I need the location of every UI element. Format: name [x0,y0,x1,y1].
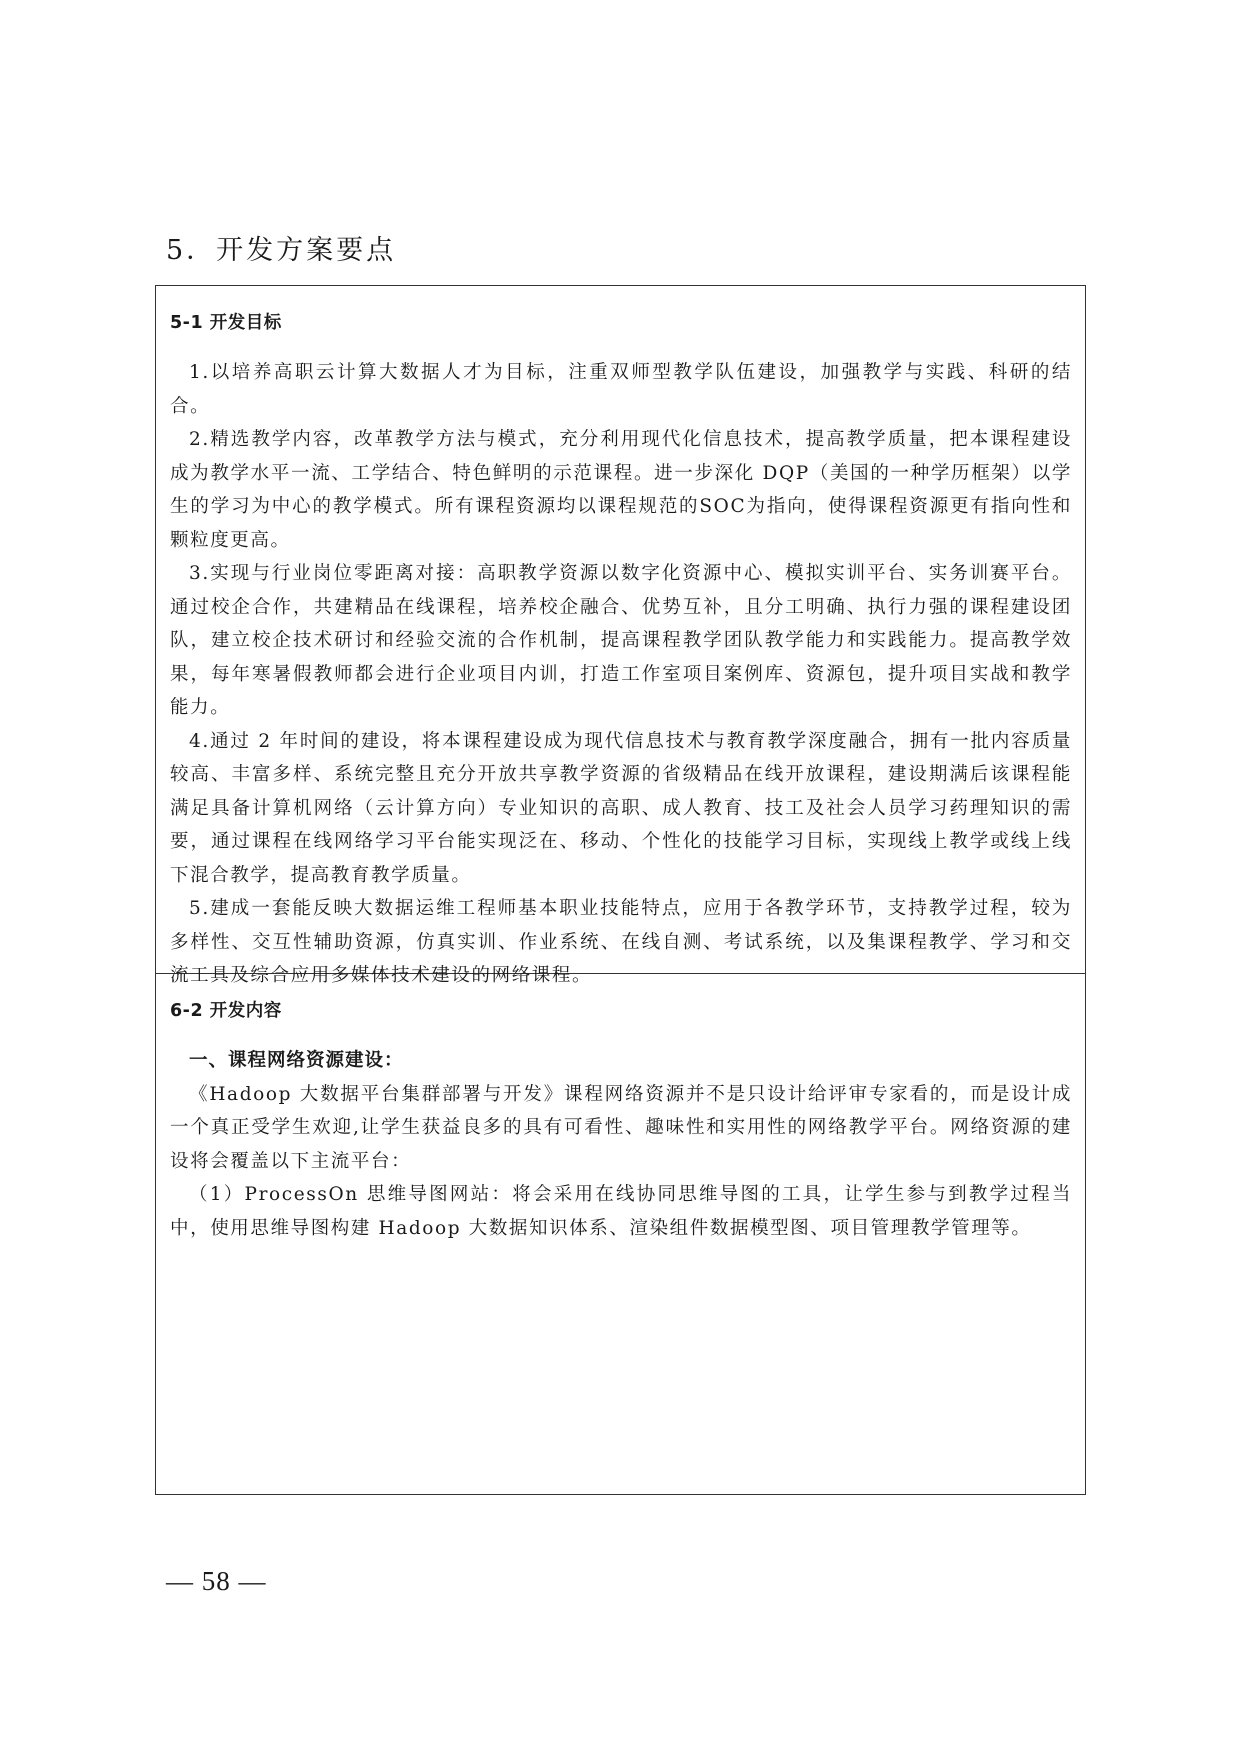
page-number: — 58 — [166,1566,267,1596]
development-goals-heading: 5-1 开发目标 [170,313,282,333]
goal-paragraph-5: 5.建成一套能反映大数据运维工程师基本职业技能特点，应用于各教学环节，支持教学过程，较为多样性、交互性辅助资源，仿真实训、作业系统、在线自测、考试系统，以及集课程教学、学习和交流工具及综合应用多媒体技术建设的网络课程。 [170,898,1072,986]
goal-paragraph-2: 2.精选教学内容，改革教学方法与模式，充分利用现代化信息技术，提高教学质量，把本课程建设成为教学水平一流、工学结合、特色鲜明的示范课程。进一步深化 DQP（美国的一种学历框架）以学生的学习为中心的教学模式。所有课程资源均以课程规范的SOC为指向，使得课程资源更有指向性和颗粒度更高。 [170,429,1072,551]
content-paragraph-1: 《Hadoop 大数据平台集群部署与开发》课程网络资源并不是只设计给评审专家看的，而是设计成一个真正受学生欢迎,让学生获益良多的具有可看性、趣味性和实用性的网络教学平台。网络资源的建设将会覆盖以下主流平台： [170,1083,1072,1172]
development-plan-table [155,285,1086,1495]
development-goals-cell [156,286,1085,986]
goal-paragraph-1: 1.以培养高职云计算大数据人才为目标，注重双师型教学队伍建设，加强教学与实践、科研的结合。 [170,362,1072,417]
goal-paragraph-3: 3.实现与行业岗位零距离对接：高职教学资源以数字化资源中心、模拟实训平台、实务训赛平台。通过校企合作，共建精品在线课程，培养校企融合、优势互补，且分工明确、执行力强的课程建设团队，建立校企技术研讨和经验交流的合作机制，提高课程教学团队教学能力和实践能力。提高教学效果，每年寒暑假教师都会进行企业项目内训，打造工作室项目案例库、资源包，提升项目实战和教学能力。 [170,563,1072,718]
development-content-cell [156,974,1085,1494]
goal-paragraph-4: 4.通过 2 年时间的建设，将本课程建设成为现代信息技术与教育教学深度融合，拥有一批内容质量较高、丰富多样、系统完整且充分开放共享教学资源的省级精品在线开放课程，建设期满后该课程能满足具备计算机网络（云计算方向）专业知识的高职、成人教育、技工及社会人员学习药理知识的需要，通过课程在线网络学习平台能实现泛在、移动、个性化的技能学习目标，实现线上教学或线上线下混合教学，提高教育教学质量。 [170,730,1072,886]
network-resources-subheading: 一、课程网络资源建设： [189,1050,404,1071]
section-title: 5．开发方案要点 [166,235,397,266]
development-content-heading: 6-2 开发内容 [170,1001,282,1021]
content-paragraph-2: （1）ProcessOn 思维导图网站：将会采用在线协同思维导图的工具，让学生参与到教学过程当中，使用思维导图构建 Hadoop 大数据知识体系、渲染组件数据模型图、项目管理教学管理等。 [170,1184,1072,1239]
